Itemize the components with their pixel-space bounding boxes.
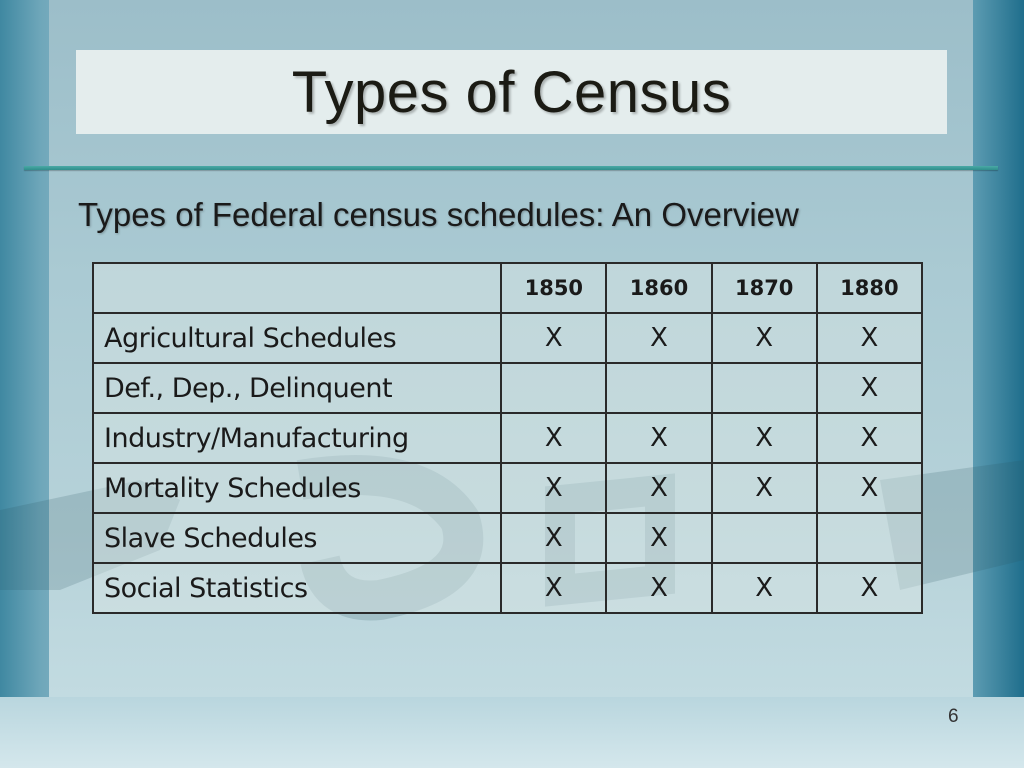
table-row <box>93 513 922 563</box>
schedule-mark: X <box>606 463 711 513</box>
schedule-mark: X <box>501 413 606 463</box>
schedule-mark <box>501 363 606 413</box>
schedule-label: Industry/Manufacturing <box>93 413 501 463</box>
year-header: 1870 <box>712 263 817 313</box>
slide-title: Types of Census <box>291 59 732 125</box>
schedule-mark: X <box>606 313 711 363</box>
schedule-mark: X <box>501 563 606 613</box>
schedule-label: Def., Dep., Delinquent <box>93 363 501 413</box>
schedule-mark: X <box>712 413 817 463</box>
schedule-mark: X <box>817 313 922 363</box>
table-header-row <box>93 263 922 313</box>
year-header: 1880 <box>817 263 922 313</box>
schedule-mark: X <box>606 513 711 563</box>
table-row <box>93 363 922 413</box>
schedule-mark: X <box>606 413 711 463</box>
schedule-mark <box>712 513 817 563</box>
schedule-mark: X <box>501 463 606 513</box>
year-header: 1860 <box>606 263 711 313</box>
table-row <box>93 463 922 513</box>
schedule-mark: X <box>501 513 606 563</box>
schedule-label: Agricultural Schedules <box>93 313 501 363</box>
schedule-mark: X <box>712 563 817 613</box>
schedule-mark: X <box>817 463 922 513</box>
schedule-mark: X <box>817 563 922 613</box>
schedule-mark: X <box>712 313 817 363</box>
schedule-label: Mortality Schedules <box>93 463 501 513</box>
slide-subtitle: Types of Federal census schedules: An Overview <box>78 196 799 233</box>
table-row <box>93 413 922 463</box>
schedule-mark <box>817 513 922 563</box>
title-box <box>76 50 947 134</box>
schedule-mark: X <box>712 463 817 513</box>
schedule-label: Social Statistics <box>93 563 501 613</box>
bottom-band <box>0 697 1024 768</box>
table-corner-cell <box>93 263 501 313</box>
year-header: 1850 <box>501 263 606 313</box>
schedule-mark: X <box>817 363 922 413</box>
schedule-label: Slave Schedules <box>93 513 501 563</box>
census-schedule-table <box>92 262 923 614</box>
schedule-mark: X <box>501 313 606 363</box>
schedule-mark <box>606 363 711 413</box>
page-number: 6 <box>948 706 959 727</box>
title-divider <box>24 166 998 170</box>
table-row <box>93 313 922 363</box>
schedule-mark <box>712 363 817 413</box>
table-row <box>93 563 922 613</box>
schedule-mark: X <box>817 413 922 463</box>
schedule-mark: X <box>606 563 711 613</box>
